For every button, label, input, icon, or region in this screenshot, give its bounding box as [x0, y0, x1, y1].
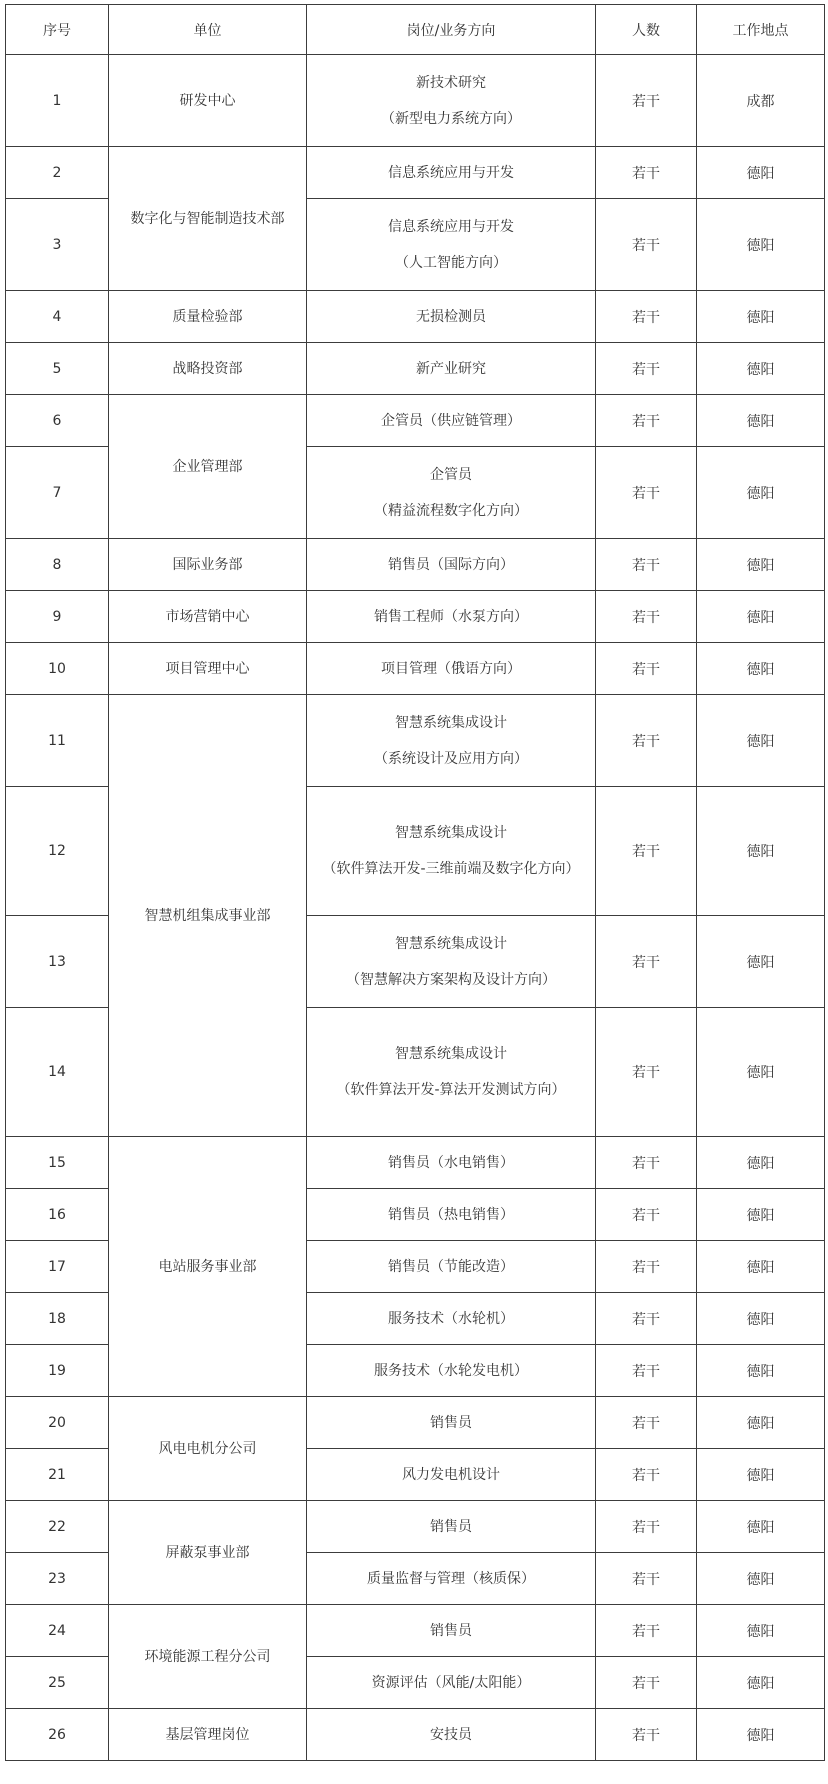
position-cell: [307, 916, 596, 1008]
position-cell: [307, 1189, 596, 1241]
position-line: 销售员（热电销售）: [388, 1206, 514, 1223]
headcount: 若干: [596, 1189, 697, 1241]
table-row: [6, 539, 825, 591]
unit-cell: [109, 1605, 307, 1709]
position-line: 信息系统应用与开发: [388, 218, 514, 235]
header-location: 工作地点: [697, 5, 825, 55]
row-number: 13: [6, 916, 109, 1008]
header-row: [6, 5, 825, 55]
unit-cell: [109, 1137, 307, 1397]
table-body: [6, 55, 825, 1761]
headcount: 若干: [596, 1241, 697, 1293]
unit-cell: [109, 695, 307, 1137]
row-number: 15: [6, 1137, 109, 1189]
unit-cell: [109, 395, 307, 539]
unit-name: 电站服务事业部: [158, 1258, 257, 1275]
position-line: 新技术研究: [416, 74, 486, 91]
unit-name: 数字化与智能制造技术部: [130, 210, 285, 227]
unit-cell: [109, 147, 307, 291]
table-header: [6, 5, 825, 55]
table-row: [6, 1397, 825, 1449]
position-cell: [307, 591, 596, 643]
headcount: 若干: [596, 447, 697, 539]
position-line: （精益流程数字化方向）: [374, 502, 528, 519]
row-number: 11: [6, 695, 109, 787]
headcount: 若干: [596, 1657, 697, 1709]
position-line: 销售员（水电销售）: [388, 1154, 514, 1171]
work-location: 德阳: [697, 916, 825, 1008]
work-location: 德阳: [697, 291, 825, 343]
row-number: 9: [6, 591, 109, 643]
position-cell: [307, 1449, 596, 1501]
table-row: [6, 55, 825, 147]
row-number: 21: [6, 1449, 109, 1501]
row-number: 7: [6, 447, 109, 539]
headcount: 若干: [596, 343, 697, 395]
position-cell: [307, 1293, 596, 1345]
work-location: 德阳: [697, 1137, 825, 1189]
unit-name: 环境能源工程分公司: [144, 1648, 271, 1665]
unit-name: 市场营销中心: [165, 608, 250, 625]
position-line: 智慧系统集成设计: [395, 825, 507, 841]
position-line: 风力发电机设计: [402, 1466, 500, 1483]
header-unit: 单位: [109, 5, 307, 55]
position-line: 信息系统应用与开发: [388, 164, 514, 181]
row-number: 8: [6, 539, 109, 591]
row-number: 14: [6, 1008, 109, 1137]
row-number: 17: [6, 1241, 109, 1293]
position-line: （人工智能方向）: [395, 254, 507, 271]
position-cell: [307, 1605, 596, 1657]
position-cell: [307, 1709, 596, 1761]
work-location: 德阳: [697, 1449, 825, 1501]
position-line: （智慧解决方案架构及设计方向）: [346, 971, 556, 988]
row-number: 22: [6, 1501, 109, 1553]
headcount: 若干: [596, 291, 697, 343]
headcount: 若干: [596, 695, 697, 787]
table-row: [6, 695, 825, 787]
position-line: 新产业研究: [416, 360, 486, 377]
position-cell: [307, 395, 596, 447]
position-cell: [307, 447, 596, 539]
row-number: 23: [6, 1553, 109, 1605]
position-line: 企管员: [430, 466, 472, 483]
position-cell: [307, 55, 596, 147]
row-number: 19: [6, 1345, 109, 1397]
row-number: 12: [6, 787, 109, 916]
headcount: 若干: [596, 1345, 697, 1397]
unit-name: 质量检验部: [172, 308, 243, 325]
unit-name: 研发中心: [179, 92, 236, 109]
position-line: 项目管理（俄语方向）: [381, 660, 521, 677]
table-row: [6, 147, 825, 199]
unit-cell: [109, 343, 307, 395]
unit-cell: [109, 291, 307, 343]
unit-cell: [109, 1501, 307, 1605]
position-line: 销售员: [430, 1518, 472, 1535]
unit-name: 屏蔽泵事业部: [165, 1544, 250, 1561]
row-number: 20: [6, 1397, 109, 1449]
position-line: 销售员: [430, 1414, 472, 1431]
headcount: 若干: [596, 539, 697, 591]
work-location: 德阳: [697, 1501, 825, 1553]
work-location: 德阳: [697, 1241, 825, 1293]
unit-name: 企业管理部: [172, 458, 243, 475]
position-line: （软件算法开发-三维前端及数字化方向）: [322, 861, 580, 877]
headcount: 若干: [596, 1449, 697, 1501]
headcount: 若干: [596, 1293, 697, 1345]
unit-name: 国际业务部: [172, 556, 243, 573]
work-location: 德阳: [697, 539, 825, 591]
headcount: 若干: [596, 1137, 697, 1189]
unit-name: 战略投资部: [172, 360, 243, 377]
row-number: 18: [6, 1293, 109, 1345]
row-number: 26: [6, 1709, 109, 1761]
work-location: 德阳: [697, 695, 825, 787]
headcount: 若干: [596, 787, 697, 916]
position-cell: [307, 643, 596, 695]
unit-cell: [109, 1709, 307, 1761]
headcount: 若干: [596, 55, 697, 147]
unit-name: 基层管理岗位: [165, 1726, 250, 1743]
headcount: 若干: [596, 643, 697, 695]
position-cell: [307, 343, 596, 395]
position-line: 智慧系统集成设计: [395, 1046, 507, 1062]
position-cell: [307, 1501, 596, 1553]
row-number: 6: [6, 395, 109, 447]
row-number: 25: [6, 1657, 109, 1709]
position-line: 无损检测员: [416, 308, 486, 325]
unit-cell: [109, 591, 307, 643]
table-row: [6, 1709, 825, 1761]
work-location: 德阳: [697, 343, 825, 395]
table-row: [6, 1501, 825, 1553]
row-number: 16: [6, 1189, 109, 1241]
work-location: 德阳: [697, 1657, 825, 1709]
header-no: 序号: [6, 5, 109, 55]
position-line: 智慧系统集成设计: [395, 935, 507, 952]
position-line: 销售员（节能改造）: [388, 1258, 514, 1275]
unit-name: 项目管理中心: [165, 660, 250, 677]
row-number: 3: [6, 199, 109, 291]
work-location: 德阳: [697, 1189, 825, 1241]
header-count: 人数: [596, 5, 697, 55]
unit-cell: [109, 55, 307, 147]
unit-cell: [109, 539, 307, 591]
row-number: 10: [6, 643, 109, 695]
position-cell: [307, 539, 596, 591]
headcount: 若干: [596, 916, 697, 1008]
position-cell: [307, 199, 596, 291]
position-cell: [307, 1553, 596, 1605]
row-number: 24: [6, 1605, 109, 1657]
work-location: 德阳: [697, 1553, 825, 1605]
work-location: 德阳: [697, 199, 825, 291]
unit-cell: [109, 1397, 307, 1501]
headcount: 若干: [596, 147, 697, 199]
headcount: 若干: [596, 1501, 697, 1553]
work-location: 德阳: [697, 1293, 825, 1345]
headcount: 若干: [596, 395, 697, 447]
position-line: 安技员: [430, 1726, 472, 1743]
position-line: 销售工程师（水泵方向）: [374, 608, 528, 625]
position-line: 销售员（国际方向）: [388, 556, 514, 573]
position-cell: [307, 1657, 596, 1709]
table-row: [6, 643, 825, 695]
headcount: 若干: [596, 591, 697, 643]
position-cell: [307, 1241, 596, 1293]
table-row: [6, 291, 825, 343]
position-line: （新型电力系统方向）: [381, 110, 521, 127]
work-location: 德阳: [697, 1605, 825, 1657]
work-location: 德阳: [697, 787, 825, 916]
row-number: 4: [6, 291, 109, 343]
work-location: 德阳: [697, 591, 825, 643]
headcount: 若干: [596, 199, 697, 291]
position-cell: [307, 1008, 596, 1137]
work-location: 德阳: [697, 643, 825, 695]
unit-name: 智慧机组集成事业部: [144, 907, 271, 924]
position-line: 销售员: [430, 1622, 472, 1639]
work-location: 成都: [697, 55, 825, 147]
table-row: [6, 395, 825, 447]
unit-name: 风电电机分公司: [158, 1440, 257, 1457]
table-row: [6, 1605, 825, 1657]
headcount: 若干: [596, 1008, 697, 1137]
position-cell: [307, 787, 596, 916]
position-cell: [307, 147, 596, 199]
work-location: 德阳: [697, 1397, 825, 1449]
position-cell: [307, 1397, 596, 1449]
position-line: 智慧系统集成设计: [395, 714, 507, 731]
position-cell: [307, 291, 596, 343]
position-cell: [307, 695, 596, 787]
headcount: 若干: [596, 1553, 697, 1605]
position-line: （系统设计及应用方向）: [374, 750, 528, 767]
work-location: 德阳: [697, 1008, 825, 1137]
row-number: 2: [6, 147, 109, 199]
headcount: 若干: [596, 1397, 697, 1449]
work-location: 德阳: [697, 447, 825, 539]
unit-cell: [109, 643, 307, 695]
position-line: 企管员（供应链管理）: [381, 412, 521, 429]
headcount: 若干: [596, 1605, 697, 1657]
position-line: 服务技术（水轮发电机）: [374, 1362, 528, 1379]
position-line: （软件算法开发-算法开发测试方向）: [336, 1082, 566, 1098]
work-location: 德阳: [697, 147, 825, 199]
position-line: 质量监督与管理（核质保）: [367, 1570, 535, 1587]
header-position: 岗位/业务方向: [307, 5, 596, 55]
position-cell: [307, 1345, 596, 1397]
job-positions-table: [5, 4, 825, 1761]
row-number: 5: [6, 343, 109, 395]
table-row: [6, 591, 825, 643]
position-cell: [307, 1137, 596, 1189]
position-line: 服务技术（水轮机）: [388, 1310, 514, 1327]
work-location: 德阳: [697, 1345, 825, 1397]
position-line: 资源评估（风能/太阳能）: [371, 1674, 531, 1691]
row-number: 1: [6, 55, 109, 147]
job-positions-table-container: [5, 4, 824, 1777]
headcount: 若干: [596, 1709, 697, 1761]
work-location: 德阳: [697, 1709, 825, 1761]
table-row: [6, 1137, 825, 1189]
table-row: [6, 343, 825, 395]
work-location: 德阳: [697, 395, 825, 447]
